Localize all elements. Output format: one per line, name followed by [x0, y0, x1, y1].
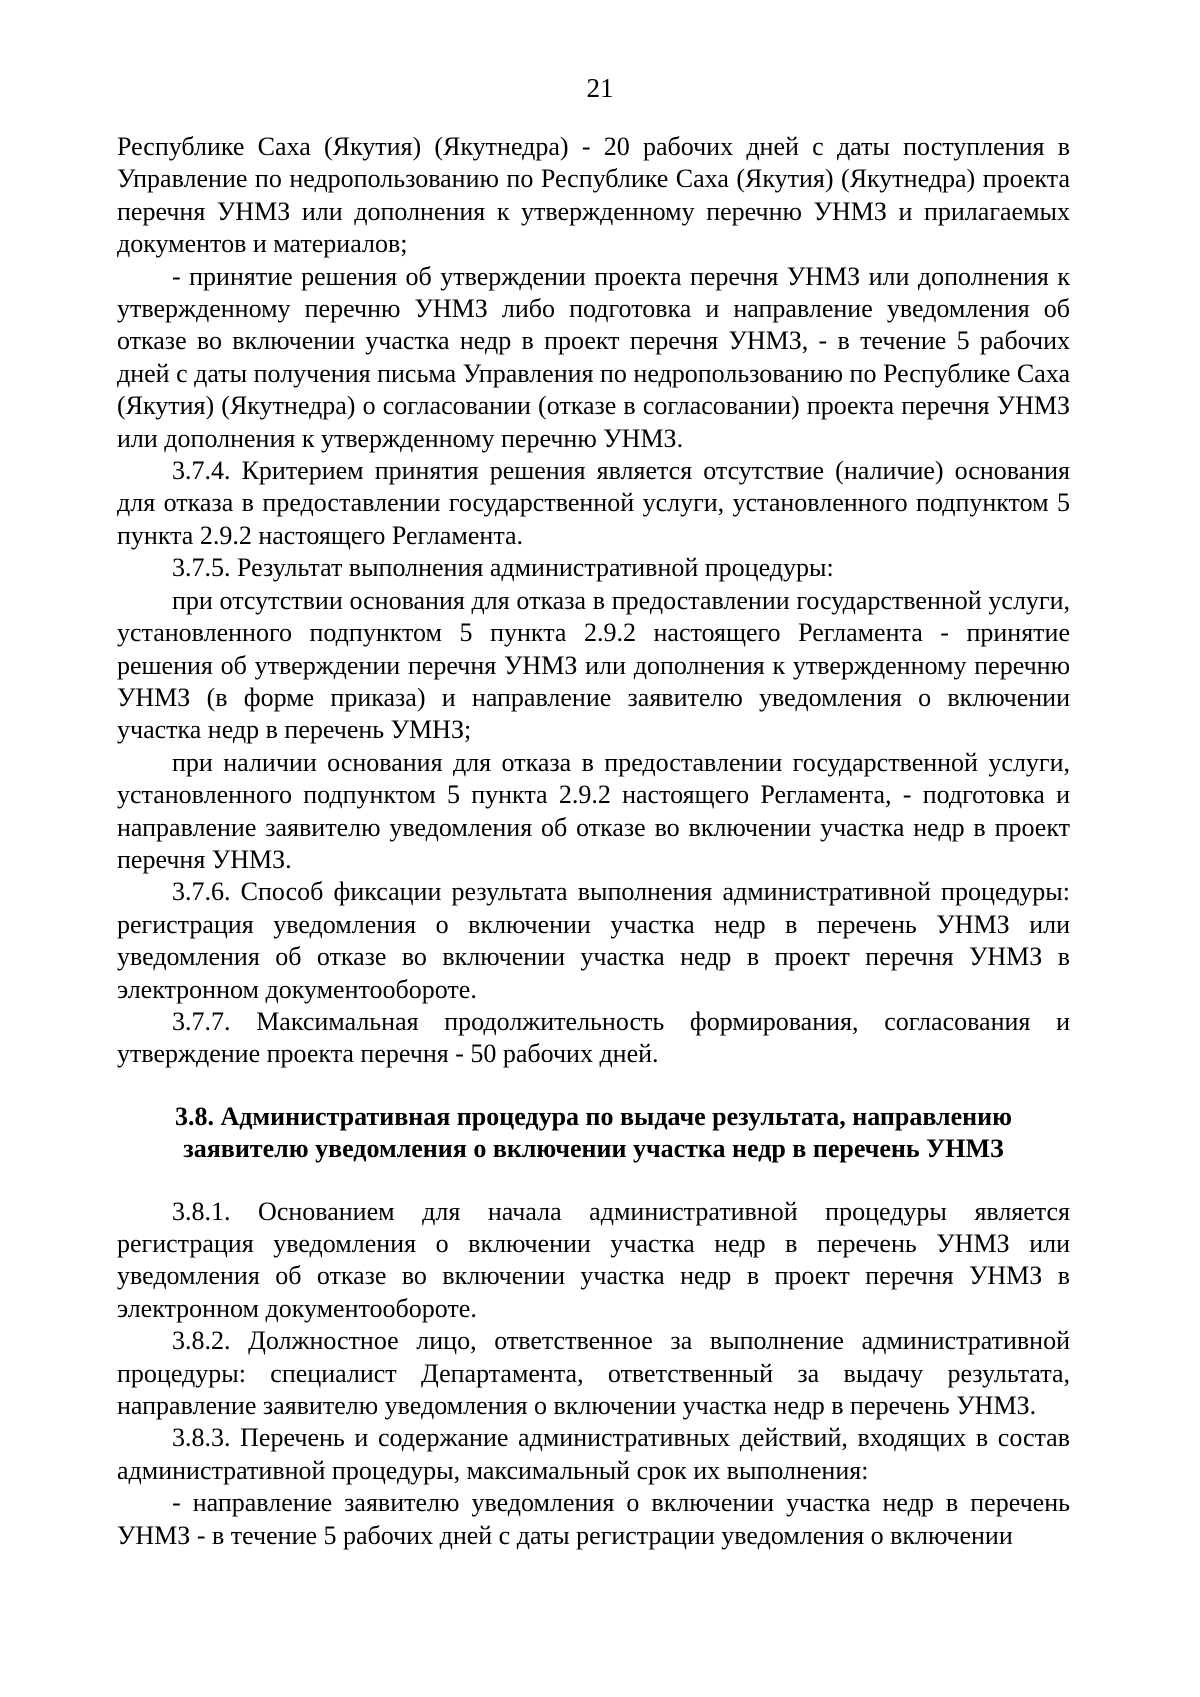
document-body [117, 131, 1070, 1552]
paragraph-3-7-7: 3.7.7. Максимальная продолжительность формирования, согласования и утверждение проекта перечня - 50 рабочих дней. [117, 1006, 1070, 1069]
paragraph-3-8-1: 3.8.1. Основанием для начала административной процедуры является регистрация уведомления о включении участка недр в перечень УНМЗ или уведомления об отказе во включении участка недр в проект перечня УНМЗ в электронном документообороте. [117, 1196, 1070, 1323]
paragraph-3-7-4: 3.7.4. Критерием принятия решения является отсутствие (наличие) основания для отказа в предоставлении государственной услуги, установленного подпунктом 5 пункта 2.9.2 настоящего Регламента. [117, 456, 1070, 550]
paragraph-continuation: Республике Саха (Якутия) (Якутнедра) - 20 рабочих дней с даты поступления в Управление по недропользованию по Республике Саха (Якутия) (Якутнедра) проекта перечня УНМЗ или дополнения к утвержденному перечню УНМЗ и прилагаемых документов и материалов; [117, 132, 1070, 259]
section-heading-3-8: 3.8. Административная процедура по выдаче результата, направлению заявителю уведомления о включении участка недр в перечень УНМЗ [174, 1101, 1013, 1164]
paragraph-3-7-5-absence: при отсутствии основания для отказа в предоставлении государственной услуги, установленного подпунктом 5 пункта 2.9.2 настоящего Регламента - принятие решения об утверждении перечня УНМЗ или дополнения к утвержденному перечню УНМЗ (в форме приказа) и направление заявителю уведомления о включении участка недр в перечень УМНЗ; [117, 585, 1070, 745]
paragraph-3-7-5: 3.7.5. Результат выполнения административной процедуры: [172, 553, 834, 583]
paragraph-3-8-3-notification: - направление заявителю уведомления о включении участка недр в перечень УНМЗ - в течение 5 рабочих дней с даты регистрации уведомления о включении [117, 1488, 1070, 1550]
paragraph-decision-approval: - принятие решения об утверждении проекта перечня УНМЗ или дополнения к утвержденному перечню УНМЗ либо подготовка и направление уведомления об отказе во включении участка недр в проект перечня УНМЗ, - в течение 5 рабочих дней с даты получения письма Управления по недропользованию по Республике Саха (Якутия) (Якутнедра) о согласовании (отказе в согласовании) проекта перечня УНМЗ или дополнения к утвержденному перечню УНМЗ. [117, 261, 1070, 453]
paragraph-3-7-5-presence: при наличии основания для отказа в предоставлении государственной услуги, установленного подпунктом 5 пункта 2.9.2 настоящего Регламента, - подготовка и направление заявителю уведомления об отказе во включении участка недр в проект перечня УНМЗ. [117, 747, 1070, 874]
paragraph-3-7-6: 3.7.6. Способ фиксации результата выполнения административной процедуры: регистрация уведомления о включении участка недр в перечень УНМЗ или уведомления об отказе во включении участка недр в проект перечня УНМЗ в электронном документообороте. [117, 877, 1070, 1004]
paragraph-3-8-3: 3.8.3. Перечень и содержание административных действий, входящих в состав административной процедуры, максимальный срок их выполнения: [117, 1423, 1070, 1485]
page-number: 21 [586, 73, 614, 103]
paragraph-3-8-2: 3.8.2. Должностное лицо, ответственное за выполнение административной процедуры: специалист Департамента, ответственный за выдачу результата, направление заявителю уведомления о включении участка недр в перечень УНМЗ. [117, 1326, 1070, 1421]
